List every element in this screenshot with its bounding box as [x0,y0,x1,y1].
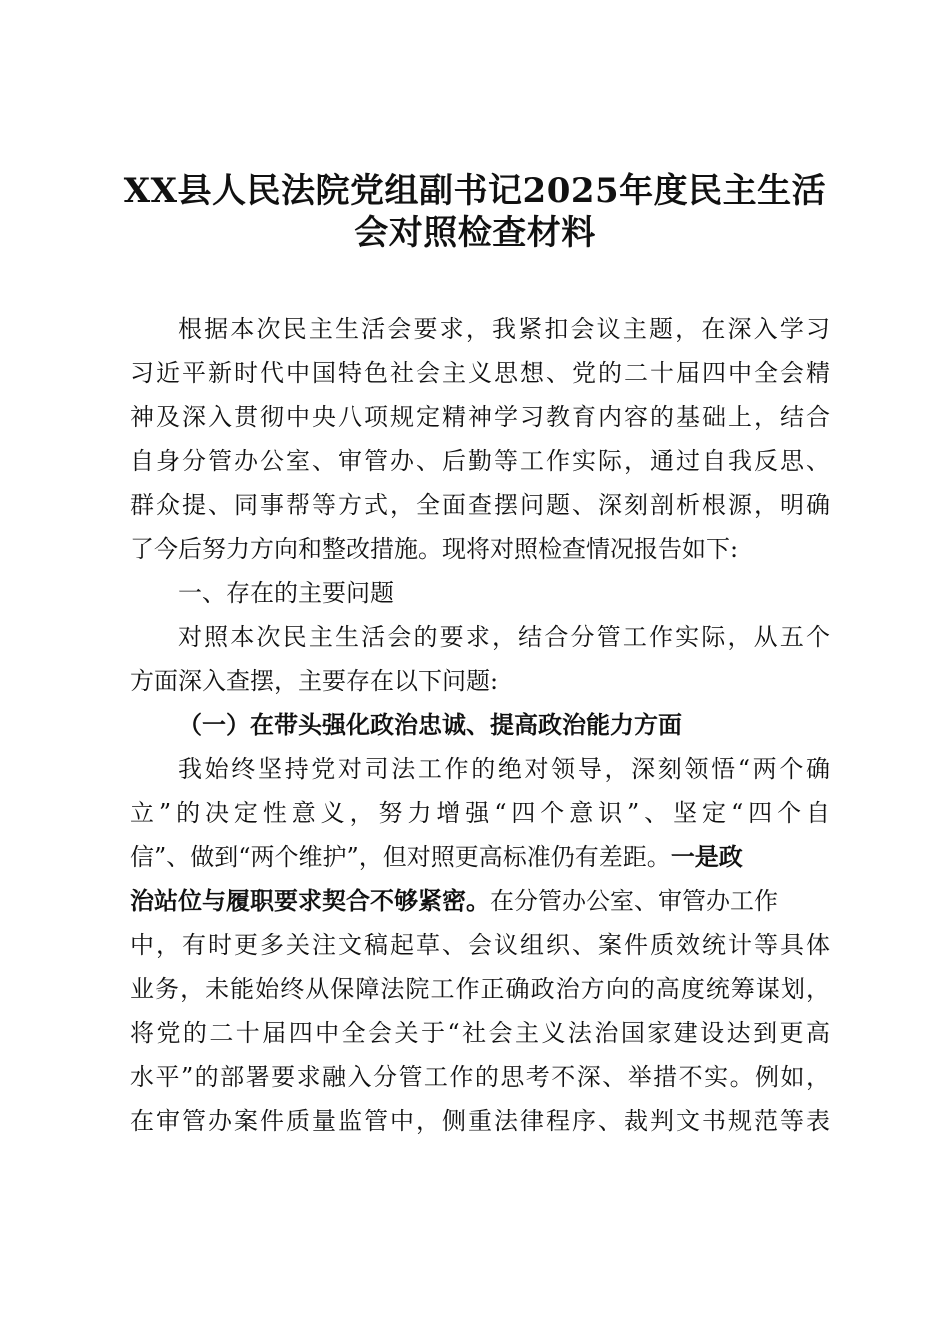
paragraph-text: 在分管办公室、审管办工作 [490,887,778,915]
document-title-line-1: XX县人民法院党组副书记2025年度民主生活 [123,171,827,211]
paragraph-line: 我始终坚持党对司法工作的绝对领导，深刻领悟“两个确 [178,755,830,783]
paragraph-line: 水平”的部署要求融入分管工作的思考不深、举措不实。例如， [130,1063,830,1091]
paragraph-line: 中，有时更多关注文稿起草、会议组织、案件质效统计等具体 [130,931,830,959]
paragraph-line: 根据本次民主生活会要求，我紧扣会议主题，在深入学习 [178,315,830,343]
paragraph-line: 业务，未能始终从保障法院工作正确政治方向的高度统筹谋划， [130,975,830,1003]
paragraph-line: 群众提、同事帮等方式，全面查摆问题、深刻剖析根源，明确 [130,491,830,519]
emphasis-text: 一是政 [670,842,743,871]
paragraph-line [130,837,830,877]
paragraph-line [130,881,830,921]
paragraph-line: 神及深入贯彻中央八项规定精神学习教育内容的基础上，结合 [130,403,830,431]
paragraph-text: 信”、做到“两个维护”，但对照更高标准仍有差距。 [130,843,671,871]
paragraph-line: 了今后努力方向和整改措施。现将对照检查情况报告如下: [130,535,739,563]
section-heading: 一、存在的主要问题 [178,579,394,607]
paragraph-line: 自身分管办公室、审管办、后勤等工作实际，通过自我反思、 [130,447,830,475]
paragraph-line: 在审管办案件质量监管中，侧重法律程序、裁判文书规范等表 [130,1107,830,1135]
subsection-heading: （一）在带头强化政治忠诚、提高政治能力方面 [178,710,682,739]
emphasis-text: 治站位与履职要求契合不够紧密。 [130,886,490,915]
paragraph-line: 对照本次民主生活会的要求，结合分管工作实际，从五个 [178,623,830,651]
document-title-line-2: 会对照检查材料 [354,213,596,253]
paragraph-line: 将党的二十届四中全会关于“社会主义法治国家建设达到更高 [130,1019,830,1047]
paragraph-line: 习近平新时代中国特色社会主义思想、党的二十届四中全会精 [130,359,830,387]
paragraph-line: 方面深入查摆，主要存在以下问题: [130,667,499,695]
paragraph-line: 立”的决定性意义，努力增强“四个意识”、坚定“四个自 [130,799,830,827]
